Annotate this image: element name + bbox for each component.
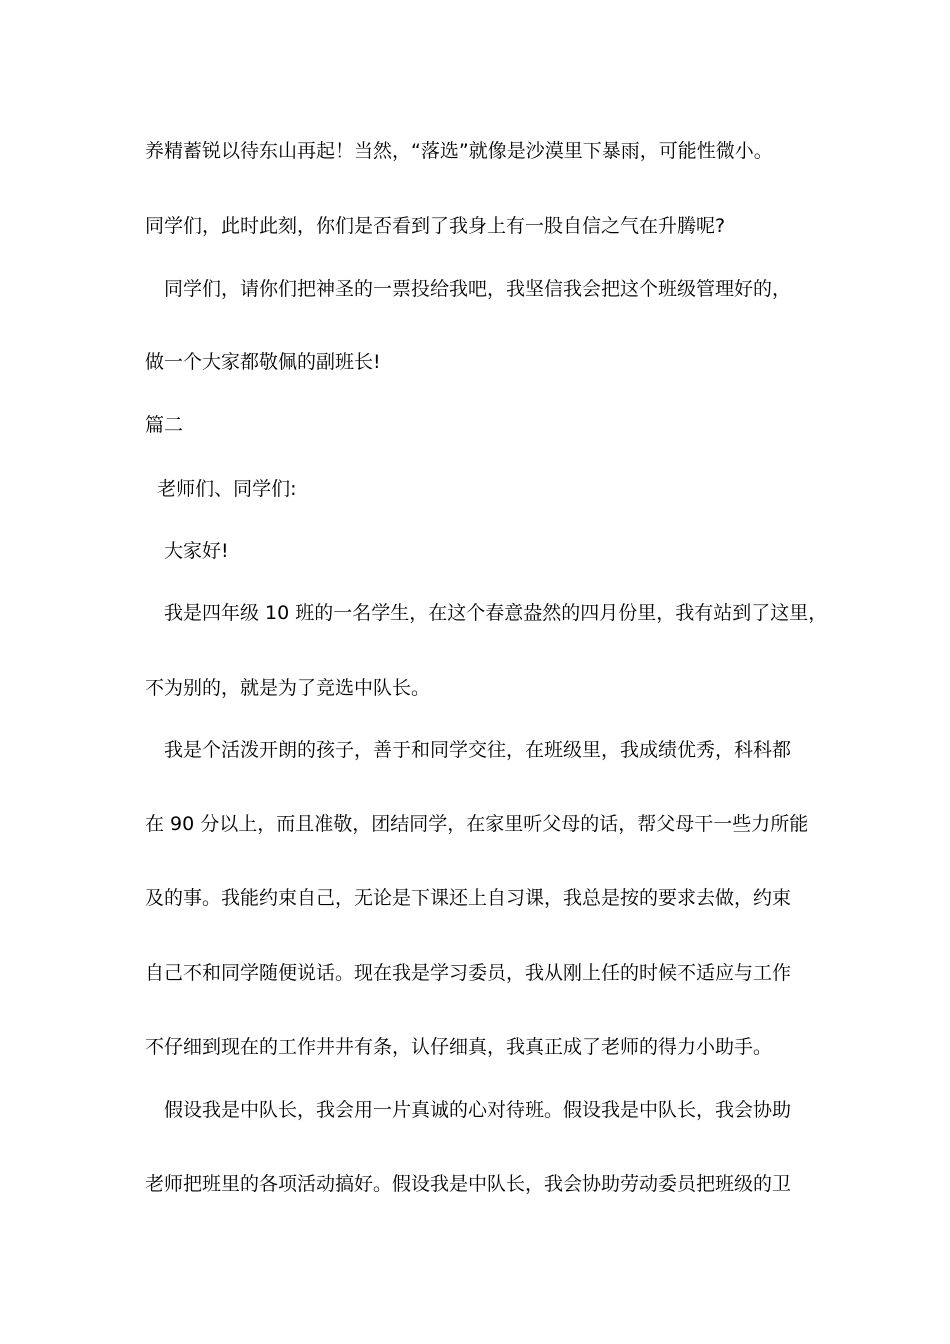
text-line: 同学们，请你们把神圣的一票投给我吧，我坚信我会把这个班级管理好的，: [145, 278, 792, 300]
section-heading: 篇二: [145, 414, 184, 436]
text-line: 养精蓄锐以待东山再起！当然，“落选”就像是沙漠里下暴雨，可能性微小。: [145, 140, 773, 162]
text-line: 不为别的，就是为了竞选中队长。: [145, 677, 431, 699]
text-line: 我是个活泼开朗的孩子，善于和同学交往，在班级里，我成绩优秀，科科都: [145, 739, 792, 761]
text-line: 同学们，此时此刻，你们是否看到了我身上有一股自信之气在升腾呢?: [145, 215, 726, 237]
greeting: 大家好!: [145, 540, 229, 562]
text-line: 在 90 分以上，而且准敬，团结同学，在家里听父母的话，帮父母干一些力所能: [145, 813, 809, 835]
text-line: 及的事。我能约束自己，无论是下课还上自习课，我总是按的要求去做，约束: [145, 887, 792, 909]
text-line: 做一个大家都敬佩的副班长!: [145, 351, 381, 373]
salutation: 老师们、同学们:: [145, 478, 297, 500]
text-line: 老师把班里的各项活动搞好。假设我是中队长，我会协助劳动委员把班级的卫: [145, 1173, 792, 1195]
text-line: 自己不和同学随便说话。现在我是学习委员，我从刚上任的时候不适应与工作: [145, 962, 792, 984]
text-line: 我是四年级 10 班的一名学生，在这个春意盎然的四月份里，我有站到了这里，: [145, 602, 828, 624]
text-line: 假设我是中队长，我会用一片真诚的心对待班。假设我是中队长，我会协助: [145, 1099, 792, 1121]
text-line: 不仔细到现在的工作井井有条，认仔细真，我真正成了老师的得力小助手。: [145, 1036, 773, 1058]
